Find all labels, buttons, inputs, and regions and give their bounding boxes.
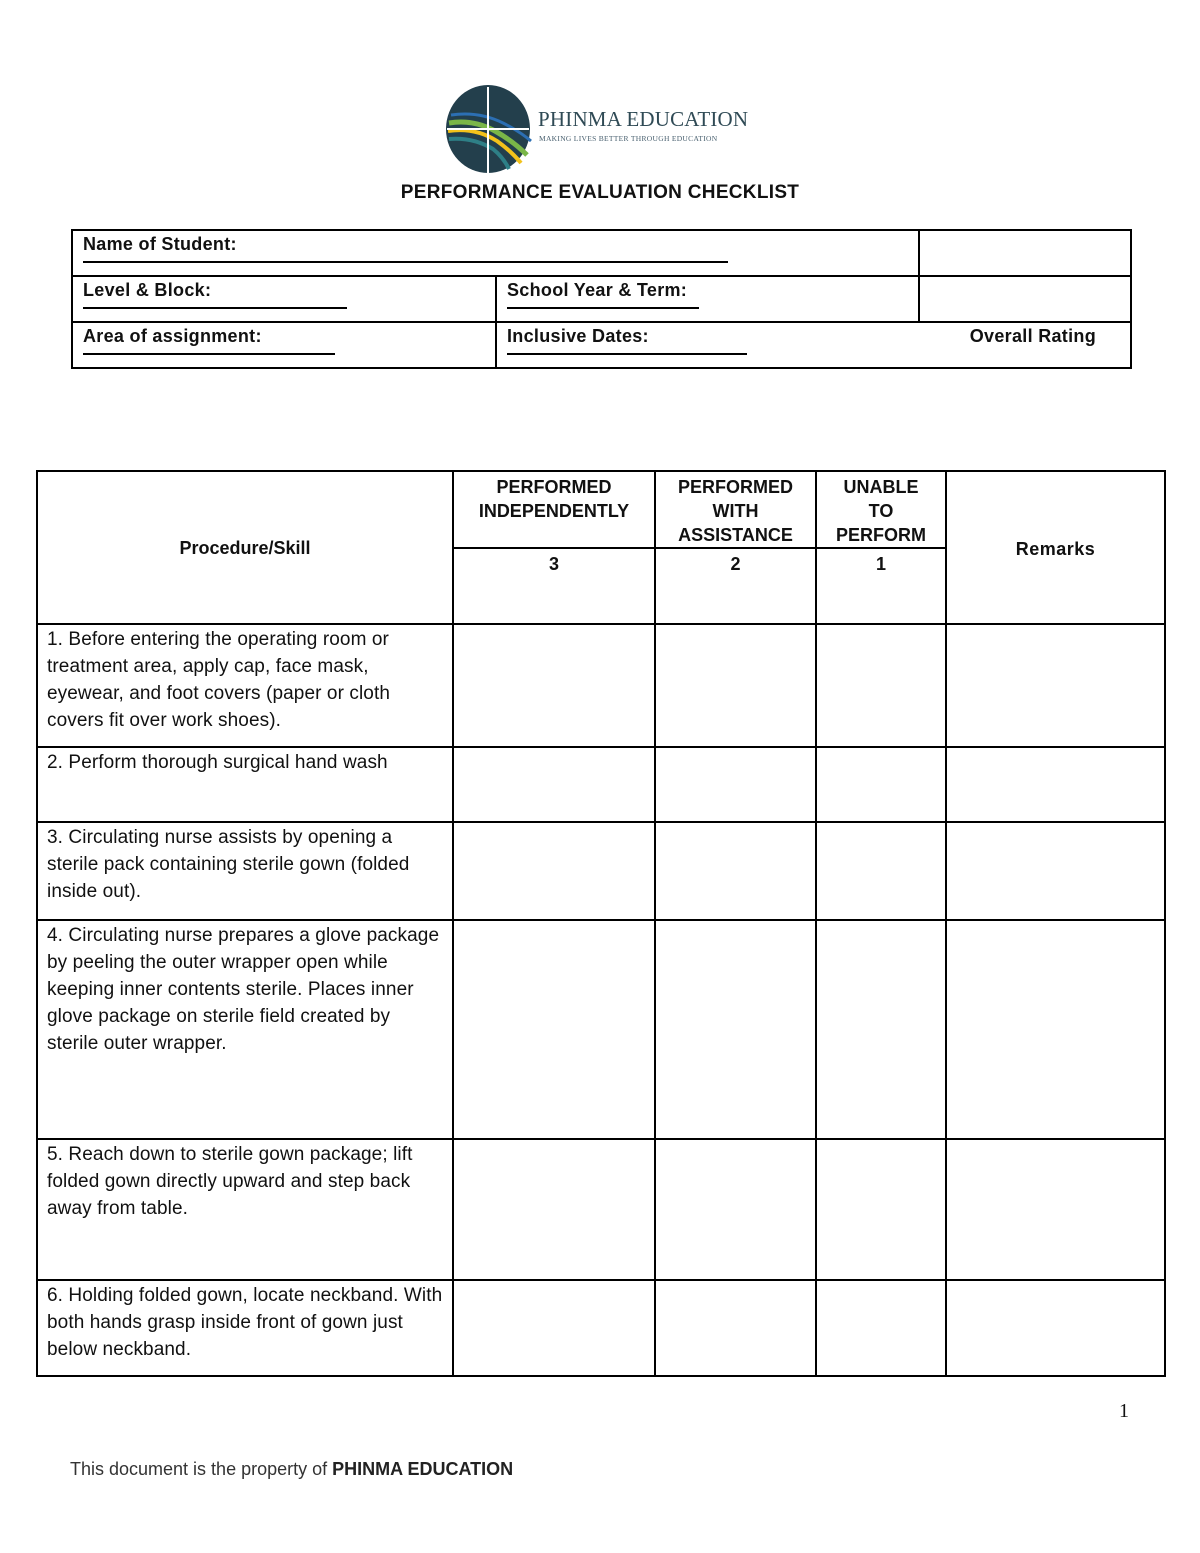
remarks-cell[interactable]: [946, 1280, 1165, 1376]
assistance-cell[interactable]: [655, 624, 816, 747]
table-row: [37, 920, 1165, 1139]
independent-cell[interactable]: [453, 920, 655, 1139]
performed-with-assistance-header: [655, 471, 816, 548]
school-year-blank-line: [507, 305, 908, 315]
remarks-cell[interactable]: [946, 747, 1165, 822]
document-title: PERFORMANCE EVALUATION CHECKLIST: [400, 182, 800, 203]
remarks-cell[interactable]: [946, 822, 1165, 920]
score-1-header: 1: [816, 548, 946, 624]
step-text: 1. Before entering the operating room or treatment area, apply cap, face mask, eyewear, and foot covers (paper or cloth covers fit over work shoes).: [37, 624, 453, 747]
step-text: 4. Circulating nurse prepares a glove package by peeling the outer wrapper open while keeping inner contents sterile. Places inner glove package on sterile field created by sterile outer wrapper.: [37, 920, 453, 1139]
assistance-header-line: WITH: [712, 501, 759, 521]
student-info-table: [71, 229, 1132, 369]
assistance-header-line: ASSISTANCE: [678, 525, 793, 545]
table-row: [37, 624, 1165, 747]
unable-cell[interactable]: [816, 920, 946, 1139]
name-blank-line: [83, 259, 908, 269]
assistance-cell[interactable]: [655, 747, 816, 822]
footer-owner: PHINMA EDUCATION: [332, 1459, 514, 1479]
independent-cell[interactable]: [453, 822, 655, 920]
performed-independently-header: PERFORMED INDEPENDENTLY: [453, 471, 655, 548]
assistance-cell[interactable]: [655, 822, 816, 920]
area-blank-line: [83, 351, 485, 361]
score-3-header: 3: [453, 548, 655, 624]
footer-ownership: [70, 1459, 513, 1480]
overall-rating-label: Overall Rating: [969, 326, 1096, 346]
assistance-header-line: PERFORMED: [677, 477, 793, 497]
name-of-student-label: Name of Student:: [83, 234, 237, 254]
rating-box-middle: [919, 276, 1131, 322]
table-row: [37, 1280, 1165, 1376]
level-block-field[interactable]: [72, 276, 496, 322]
remarks-cell[interactable]: [946, 624, 1165, 747]
independent-cell[interactable]: [453, 1139, 655, 1280]
unable-cell[interactable]: [816, 747, 946, 822]
independent-cell[interactable]: [453, 1280, 655, 1376]
school-year-label: School Year & Term:: [507, 280, 688, 300]
step-text: 3. Circulating nurse assists by opening a sterile pack containing sterile gown (folded inside out).: [37, 822, 453, 920]
school-year-field[interactable]: [496, 276, 919, 322]
independent-cell[interactable]: [453, 747, 655, 822]
unable-cell[interactable]: [816, 1280, 946, 1376]
inclusive-dates-label: Inclusive Dates:: [507, 326, 649, 346]
step-text: 6. Holding folded gown, locate neckband. With both hands grasp inside front of gown just below neckband.: [37, 1280, 453, 1376]
unable-header-line: PERFORM: [836, 525, 926, 545]
step-text: 2. Perform thorough surgical hand wash: [37, 747, 453, 822]
phinma-globe-icon: [443, 83, 533, 175]
remarks-cell[interactable]: [946, 1139, 1165, 1280]
dates-blank-line: [507, 351, 1120, 361]
assistance-cell[interactable]: [655, 1139, 816, 1280]
assistance-cell[interactable]: [655, 920, 816, 1139]
level-blank-line: [83, 305, 485, 315]
step-text: 5. Reach down to sterile gown package; lift folded gown directly upward and step back away from table.: [37, 1139, 453, 1280]
phinma-logo: [443, 83, 749, 175]
independent-cell[interactable]: [453, 624, 655, 747]
unable-header-line: TO: [868, 501, 894, 521]
remarks-header: Remarks: [946, 471, 1165, 624]
rating-box-top: [919, 230, 1131, 276]
logo-name: PHINMA EDUCATION: [538, 107, 749, 131]
score-2-header: 2: [655, 548, 816, 624]
checklist-table: [36, 470, 1166, 1377]
table-row: [37, 1139, 1165, 1280]
page-number: 1: [1119, 1400, 1129, 1422]
remarks-cell[interactable]: [946, 920, 1165, 1139]
area-assignment-field[interactable]: [72, 322, 496, 368]
assistance-cell[interactable]: [655, 1280, 816, 1376]
logo-tagline: MAKING LIVES BETTER THROUGH EDUCATION: [539, 134, 718, 143]
area-assignment-label: Area of assignment:: [83, 326, 262, 346]
unable-to-perform-header: [816, 471, 946, 548]
unable-cell[interactable]: [816, 624, 946, 747]
level-block-label: Level & Block:: [83, 280, 212, 300]
table-row: [37, 822, 1165, 920]
unable-header-line: UNABLE: [843, 477, 919, 497]
unable-cell[interactable]: [816, 1139, 946, 1280]
procedure-skill-header: Procedure/Skill: [37, 471, 453, 624]
unable-cell[interactable]: [816, 822, 946, 920]
footer-prefix: This document is the property of: [70, 1459, 333, 1479]
name-of-student-field[interactable]: [72, 230, 919, 276]
inclusive-dates-field[interactable]: [496, 322, 1131, 368]
table-row: [37, 747, 1165, 822]
